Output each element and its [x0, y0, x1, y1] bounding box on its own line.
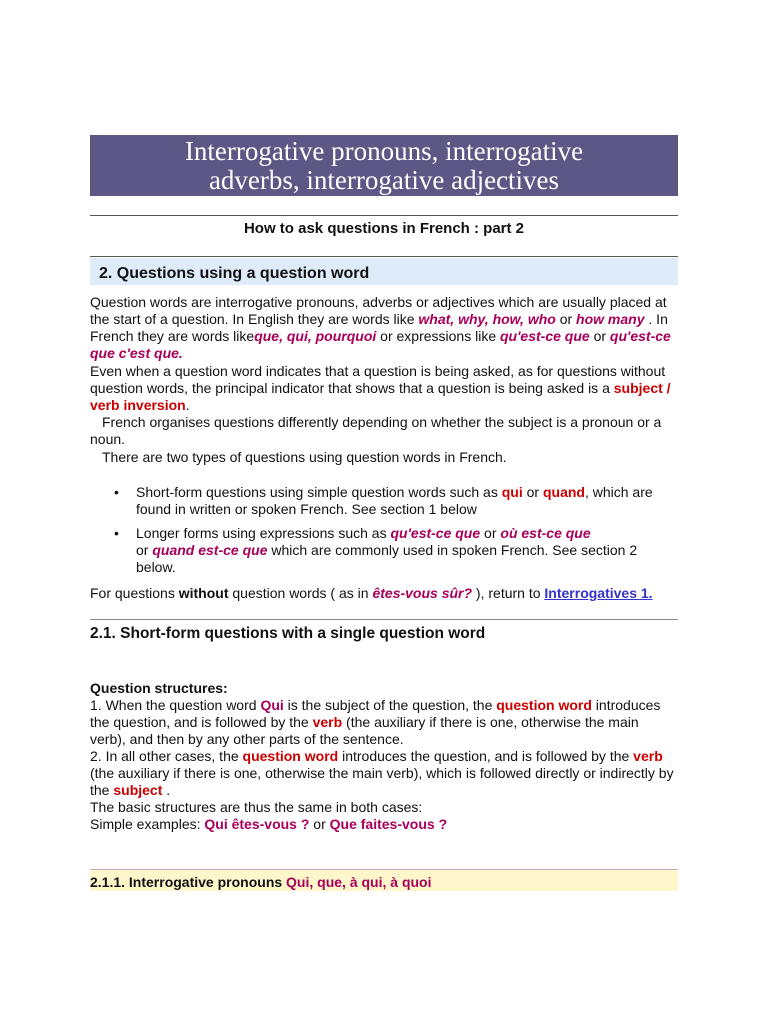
divider	[90, 619, 678, 620]
list-item: • Longer forms using expressions such as qu'est-ce que or où est-ce que or quand est-ce que which are commonly used in spoken French. See section 2 below.	[114, 525, 678, 576]
page-subtitle: How to ask questions in French : part 2	[243, 220, 525, 237]
interrogatives-1-link[interactable]: Interrogatives 1.	[544, 585, 653, 601]
list-item: • Short-form questions using simple question words such as qui or quand, which are found in written or spoken French. See section 1 below	[114, 484, 678, 518]
without-paragraph: For questions without question words ( as in êtes-vous sûr? ), return to Interrogatives 1.	[90, 585, 653, 601]
section-heading-2-1-1: 2.1.1. Interrogative pronouns Qui, que, à qui, à quoi	[90, 869, 678, 891]
question-types-list	[114, 484, 678, 583]
divider	[90, 215, 678, 216]
page-title-banner	[90, 135, 678, 196]
indicator-paragraph: Even when a question word indicates that a question is being asked, as for questions without question words, the principal indicator that shows that a question is being asked is a subject / verb inversion.	[90, 363, 671, 413]
organises-paragraph: French organises questions differently depending on whether the subject is a pronoun or a noun.	[90, 414, 662, 447]
section-heading-2: 2. Questions using a question word	[90, 258, 678, 285]
structures-block: Question structures: 1. When the question word Qui is the subject of the question, the question word introduces the question, and is followed by the verb (the auxiliary if there is one, otherwise the main verb), and then by any other parts of the sentence. 2. In all other cases, the question word introduces the question, and is followed by the verb (the auxiliary if there is one, otherwise the main verb), which is followed directly or indirectly by the subject . The basic structures are thus the same in both cases: Simple examples: Qui êtes-vous ? or Que faites-vous ?	[90, 680, 674, 832]
two-types-paragraph: There are two types of questions using question words in French.	[102, 449, 507, 465]
divider	[90, 256, 678, 257]
intro-paragraph: Question words are interrogative pronouns, adverbs or adjectives which are usually placed at the start of a question. In English they are words like what, why, how, who or how many . In French they are words likeque, qui, pourquoi or expressions like qu'est-ce que or qu'est-ce que c'est que.	[90, 294, 671, 361]
section-heading-2-1: 2.1. Short-form questions with a single question word	[90, 625, 486, 642]
page-title-line-1: Interrogative pronouns, interrogative	[184, 136, 584, 166]
structures-label: Question structures:	[90, 680, 228, 696]
page-title-line-2: adverbs, interrogative adjectives	[208, 165, 560, 195]
